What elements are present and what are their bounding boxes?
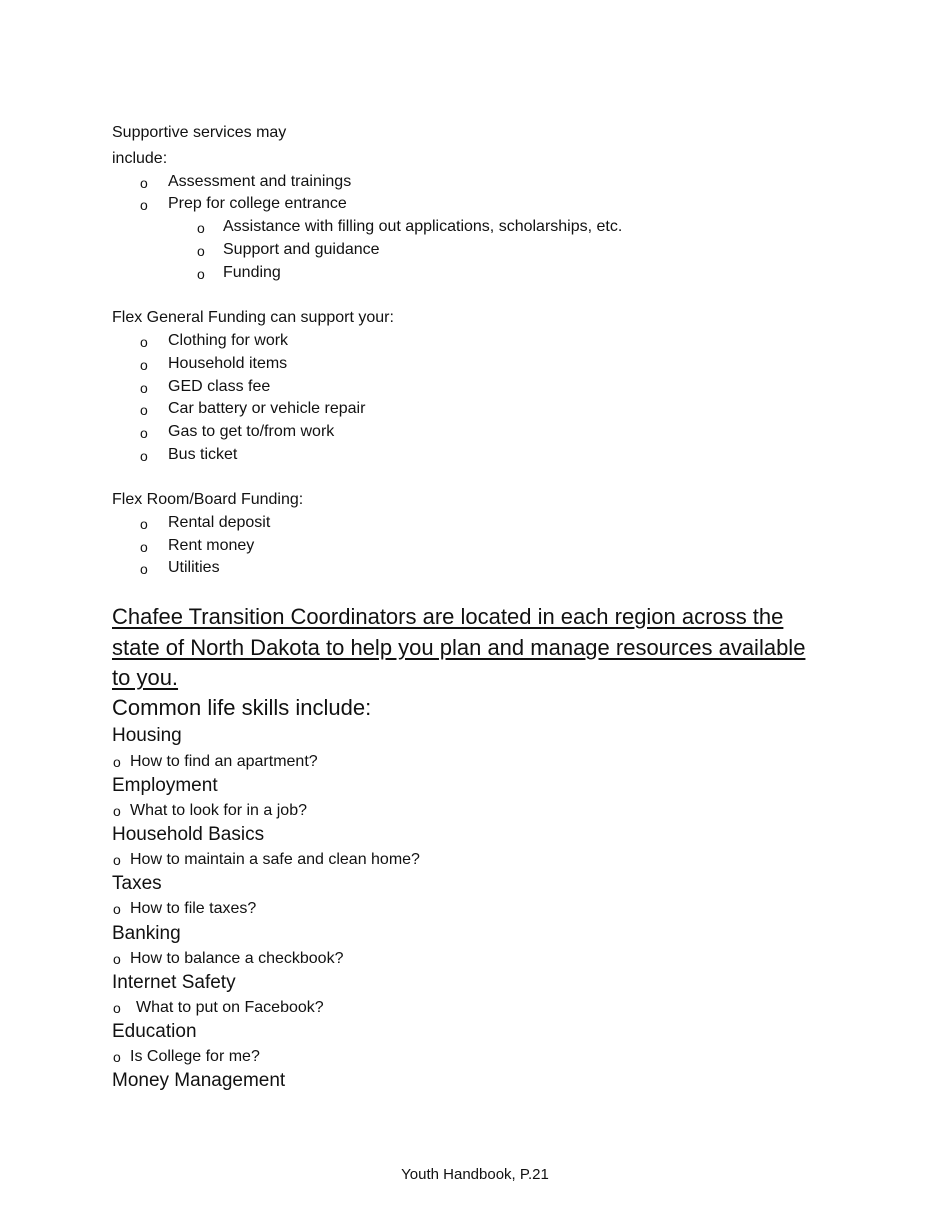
skill-category-title: Taxes: [112, 873, 162, 894]
sub-list-item: Funding: [223, 264, 281, 281]
bullet-icon: o: [113, 1000, 121, 1016]
bullet-icon: o: [113, 951, 121, 967]
supportive-intro-line1: Supportive services may: [112, 124, 287, 141]
flex-room-heading: Flex Room/Board Funding:: [112, 491, 304, 508]
bullet-icon: o: [197, 220, 205, 236]
bullet-icon: o: [140, 334, 148, 350]
bullet-icon: o: [113, 754, 121, 770]
bullet-icon: o: [140, 197, 148, 213]
bullet-icon: o: [113, 852, 121, 868]
skill-category-title: Banking: [112, 923, 181, 944]
skill-question: How to find an apartment?: [130, 753, 318, 770]
bullet-icon: o: [140, 539, 148, 555]
list-item: Rental deposit: [168, 514, 271, 531]
sub-list-item: Assistance with filling out applications, scholarships, etc.: [223, 218, 623, 235]
skill-category-title: Housing: [112, 725, 182, 746]
skill-category-title: Education: [112, 1021, 197, 1042]
skill-question: What to look for in a job?: [130, 802, 307, 819]
chafee-line: state of North Dakota to help you plan and manage resources available: [112, 635, 806, 660]
list-item: Assessment and trainings: [168, 173, 352, 190]
flex-general-heading: Flex General Funding can support your:: [112, 309, 394, 326]
list-item: Bus ticket: [168, 446, 238, 463]
chafee-line: Chafee Transition Coordinators are located in each region across the: [112, 604, 784, 629]
list-item: Utilities: [168, 559, 220, 576]
skill-question: How to balance a checkbook?: [130, 950, 344, 967]
list-item: Gas to get to/from work: [168, 423, 335, 440]
bullet-icon: o: [140, 425, 148, 441]
skill-category-title: Internet Safety: [112, 972, 236, 993]
supportive-intro-line2: include:: [112, 150, 168, 167]
bullet-icon: o: [140, 357, 148, 373]
skill-question: What to put on Facebook?: [136, 999, 324, 1016]
bullet-icon: o: [140, 380, 148, 396]
bullet-icon: o: [197, 266, 205, 282]
skill-question: How to maintain a safe and clean home?: [130, 851, 420, 868]
skill-question: How to file taxes?: [130, 900, 257, 917]
skill-category-title: Money Management: [112, 1070, 286, 1091]
bullet-icon: o: [113, 803, 121, 819]
list-item: Car battery or vehicle repair: [168, 400, 366, 417]
bullet-icon: o: [140, 402, 148, 418]
bullet-icon: o: [140, 516, 148, 532]
skill-category-title: Employment: [112, 775, 218, 796]
skill-category-title: Household Basics: [112, 824, 265, 845]
sub-list-item: Support and guidance: [223, 241, 380, 258]
bullet-icon: o: [140, 175, 148, 191]
page-footer: Youth Handbook, P.21: [401, 1166, 549, 1183]
bullet-icon: o: [140, 561, 148, 577]
skill-question: Is College for me?: [130, 1048, 260, 1065]
list-item: Prep for college entrance: [168, 195, 347, 212]
list-item: Clothing for work: [168, 332, 289, 349]
chafee-line: to you.: [112, 665, 179, 690]
bullet-icon: o: [113, 901, 121, 917]
list-item: Rent money: [168, 537, 255, 554]
bullet-icon: o: [197, 243, 205, 259]
bullet-icon: o: [140, 448, 148, 464]
bullet-icon: o: [113, 1049, 121, 1065]
list-item: GED class fee: [168, 378, 271, 395]
list-item: Household items: [168, 355, 288, 372]
life-skills-heading: Common life skills include:: [112, 695, 372, 720]
